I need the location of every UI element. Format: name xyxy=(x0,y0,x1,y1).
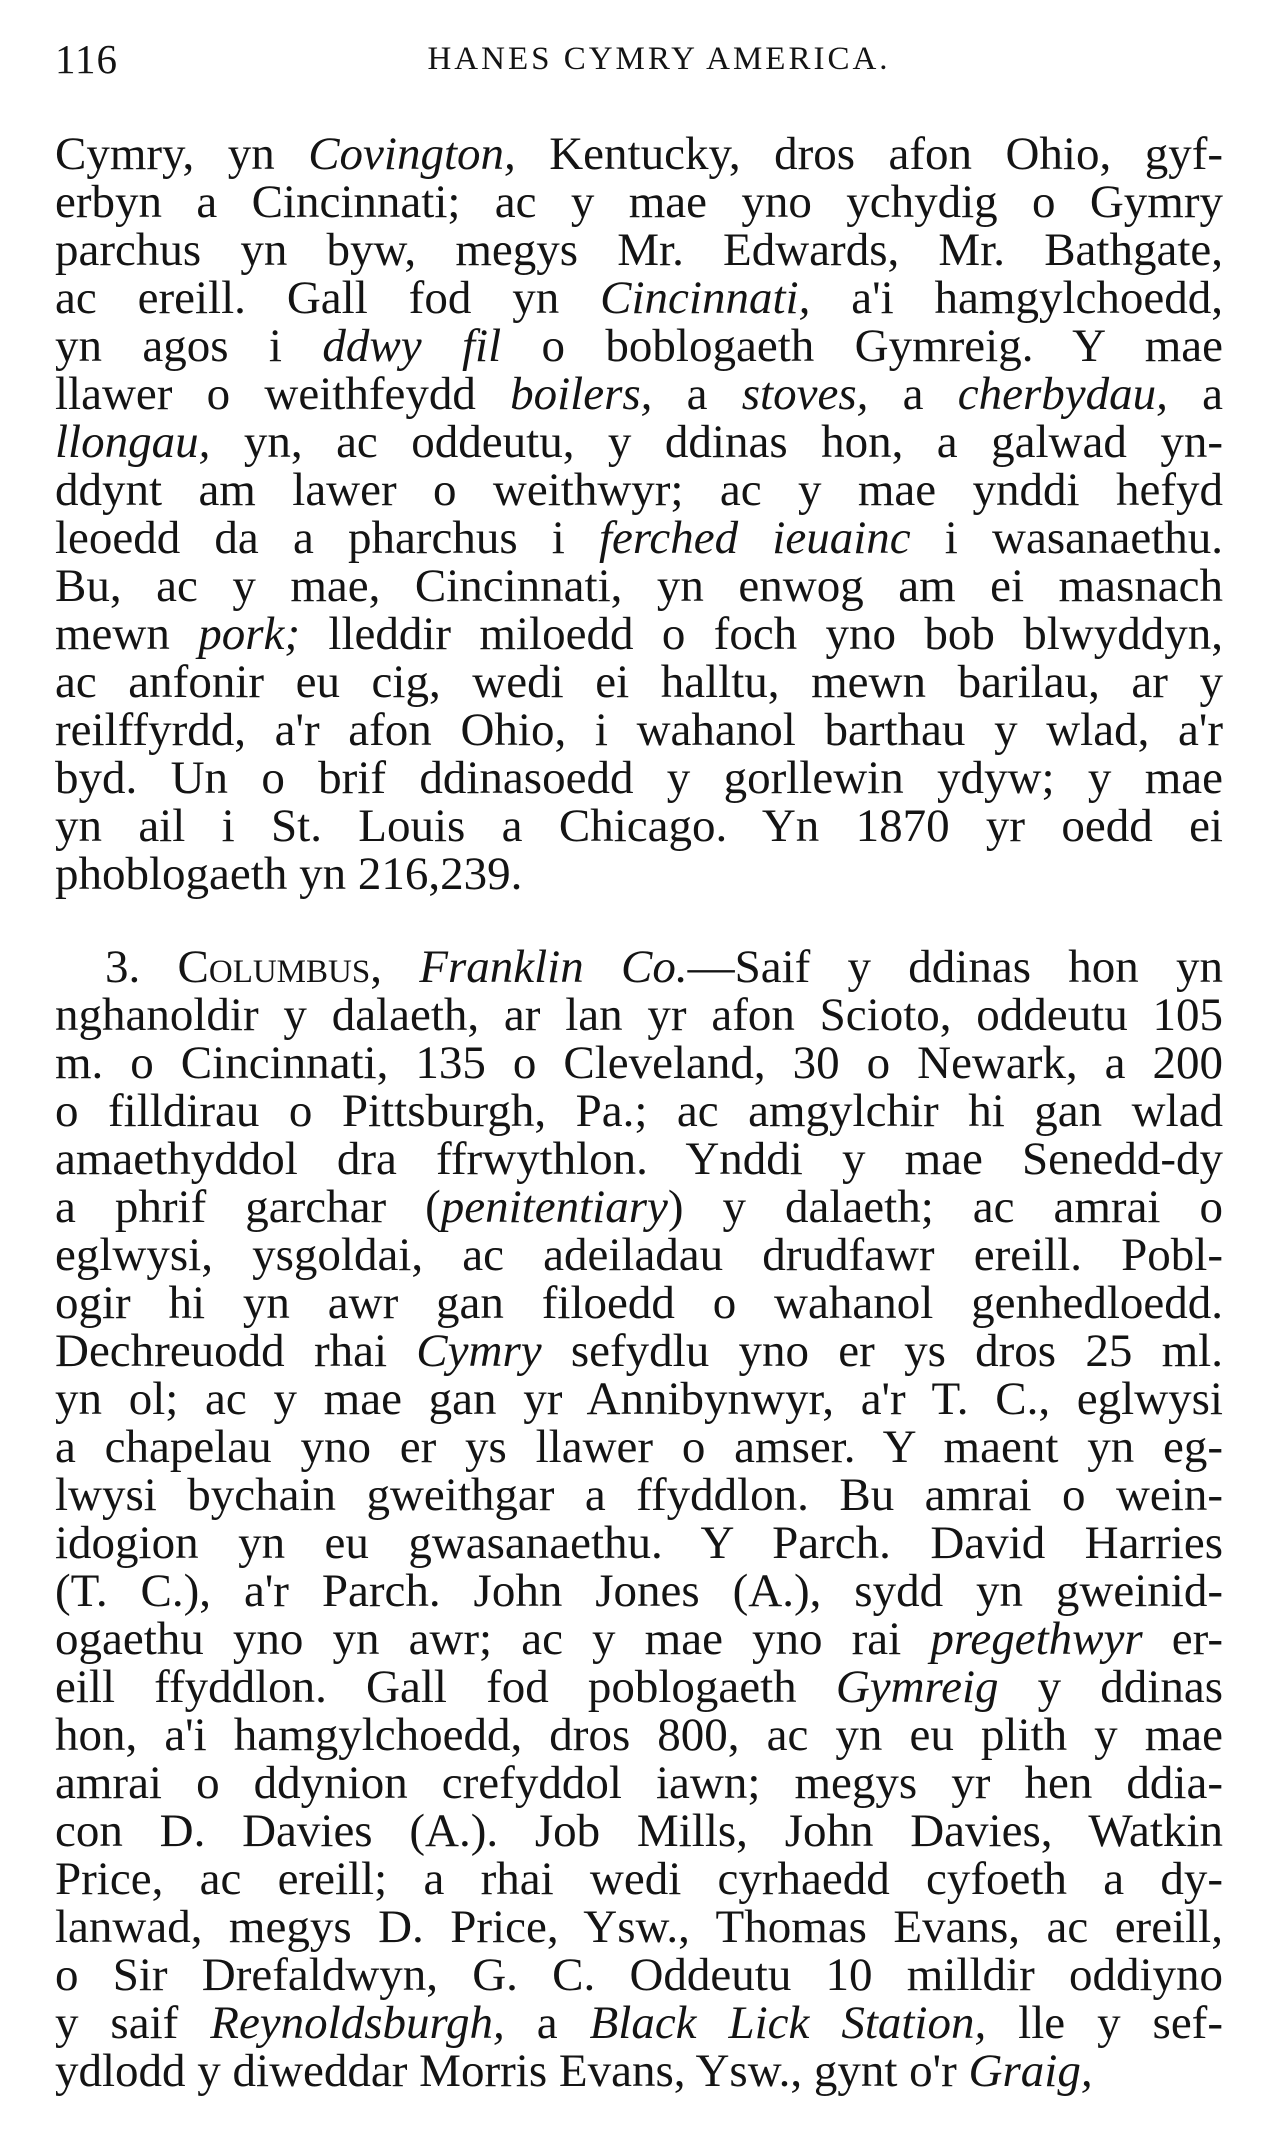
paragraph xyxy=(55,943,1223,2095)
text-line: lwysi bychain gweithgar a ffyddlon. Bu amrai o wein- xyxy=(55,1469,1223,1521)
text-line: a chapelau yno er ys llawer o amser. Y maent yn eg- xyxy=(55,1421,1223,1473)
text-line: ac anfonir eu cig, wedi ei halltu, mewn barilau, ar y xyxy=(55,656,1223,708)
text-line: 3. Columbus, Franklin Co.—Saif y ddinas hon yn xyxy=(105,941,1224,993)
paragraph-gap xyxy=(55,898,1223,943)
text-line: o Sir Drefaldwyn, G. C. Oddeutu 10 milldir oddiyno xyxy=(55,1949,1223,2001)
paragraph xyxy=(55,130,1223,898)
text-line: Bu, ac y mae, Cincinnati, yn enwog am ei masnach xyxy=(55,560,1223,612)
running-title: HANES CYMRY AMERICA. xyxy=(427,41,891,77)
text-line: ydlodd y diweddar Morris Evans, Ysw., gynt o'r Graig, xyxy=(55,2045,1093,2097)
text-line: amrai o ddynion crefyddol iawn; megys yr hen ddia- xyxy=(55,1757,1223,1809)
text-line: (T. C.), a'r Parch. John Jones (A.), sydd yn gweinid- xyxy=(55,1565,1223,1617)
text-line: lanwad, megys D. Price, Ysw., Thomas Evans, ac ereill, xyxy=(55,1901,1223,1953)
text-line: eglwysi, ysgoldai, ac adeiladau drudfawr ereill. Pobl- xyxy=(55,1229,1223,1281)
text-line: con D. Davies (A.). Job Mills, John Davies, Watkin xyxy=(55,1805,1223,1857)
body-text xyxy=(55,130,1223,2095)
text-line: phoblogaeth yn 216,239. xyxy=(55,848,523,900)
text-line: Cymry, yn Covington, Kentucky, dros afon Ohio, gyf- xyxy=(55,128,1223,180)
text-line: Price, ac ereill; a rhai wedi cyrhaedd cyfoeth a dy- xyxy=(55,1853,1223,1905)
text-line: yn ol; ac y mae gan yr Annibynwyr, a'r T. C., eglwysi xyxy=(55,1373,1223,1425)
text-line: ac ereill. Gall fod yn Cincinnati, a'i hamgylchoedd, xyxy=(55,272,1223,324)
text-line: o filldirau o Pittsburgh, Pa.; ac amgylchir hi gan wlad xyxy=(55,1085,1223,1137)
text-line: y saif Reynoldsburgh, a Black Lick Station, lle y sef- xyxy=(55,1997,1223,2049)
text-line: amaethyddol dra ffrwythlon. Ynddi y mae Senedd-dy xyxy=(55,1133,1223,1185)
text-line: llongau, yn, ac oddeutu, y ddinas hon, a galwad yn- xyxy=(55,416,1223,468)
page-number: 116 xyxy=(55,36,118,82)
text-line: erbyn a Cincinnati; ac y mae yno ychydig o Gymry xyxy=(55,176,1223,228)
text-line: idogion yn eu gwasanaethu. Y Parch. David Harries xyxy=(55,1517,1223,1569)
text-line: byd. Un o brif ddinasoedd y gorllewin ydyw; y mae xyxy=(55,752,1223,804)
text-line: a phrif garchar (penitentiary) y dalaeth; ac amrai o xyxy=(55,1181,1223,1233)
running-head xyxy=(55,34,1223,84)
text-line: m. o Cincinnati, 135 o Cleveland, 30 o Newark, a 200 xyxy=(55,1037,1223,1089)
text-line: reilffyrdd, a'r afon Ohio, i wahanol barthau y wlad, a'r xyxy=(55,704,1223,756)
text-line: parchus yn byw, megys Mr. Edwards, Mr. Bathgate, xyxy=(55,224,1223,276)
text-line: leoedd da a pharchus i ferched ieuainc i wasanaethu. xyxy=(55,512,1223,564)
text-line: llawer o weithfeydd boilers, a stoves, a cherbydau, a xyxy=(55,368,1223,420)
text-line: hon, a'i hamgylchoedd, dros 800, ac yn eu plith y mae xyxy=(55,1709,1223,1761)
text-line: yn agos i ddwy fil o boblogaeth Gymreig. Y mae xyxy=(55,320,1223,372)
text-line: ogir hi yn awr gan filoedd o wahanol genhedloedd. xyxy=(55,1277,1223,1329)
text-line: yn ail i St. Louis a Chicago. Yn 1870 yr oedd ei xyxy=(55,800,1223,852)
text-line: ddynt am lawer o weithwyr; ac y mae ynddi hefyd xyxy=(55,464,1223,516)
text-line: mewn pork; lleddir miloedd o foch yno bob blwyddyn, xyxy=(55,608,1223,660)
text-line: ogaethu yno yn awr; ac y mae yno rai pregethwyr er- xyxy=(55,1613,1223,1665)
text-line: nghanoldir y dalaeth, ar lan yr afon Scioto, oddeutu 105 xyxy=(55,989,1223,1041)
text-line: eill ffyddlon. Gall fod poblogaeth Gymreig y ddinas xyxy=(55,1661,1223,1713)
text-line: Dechreuodd rhai Cymry sefydlu yno er ys dros 25 ml. xyxy=(55,1325,1223,1377)
